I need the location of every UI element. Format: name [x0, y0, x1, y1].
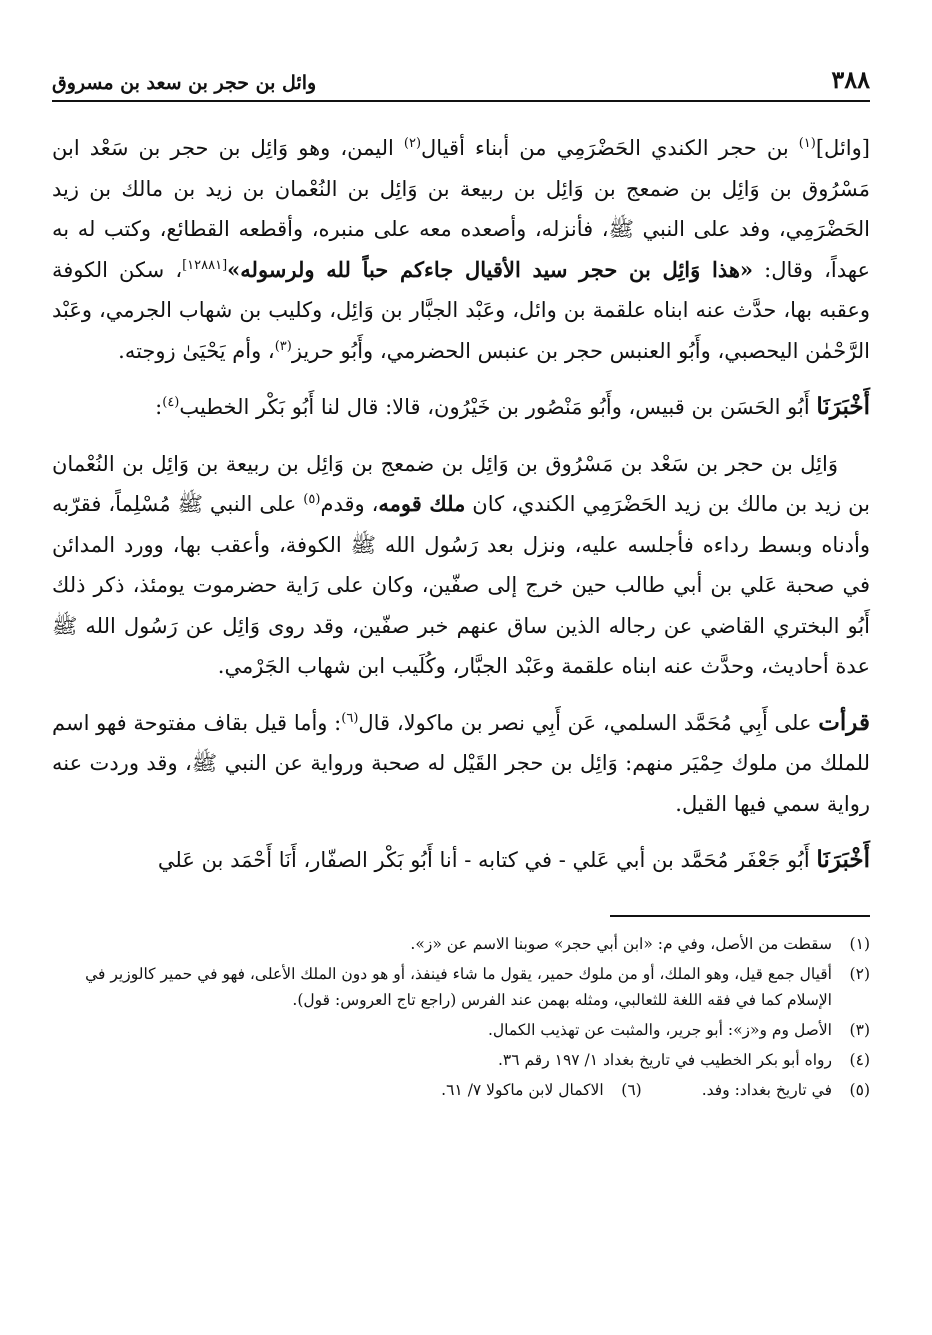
running-title: وائل بن حجر بن سعد بن مسروق	[52, 72, 317, 94]
bracketed-name: [وائل]	[815, 136, 870, 160]
hadith-number: [١٢٨٨١]	[182, 257, 228, 273]
paragraph-5	[52, 840, 870, 881]
footnote-number: (٦)	[621, 1080, 642, 1099]
footnote-number: (٥)	[849, 1080, 870, 1099]
footnote-ref: (١)	[798, 136, 816, 151]
footnote-ref: (٢)	[403, 136, 422, 151]
text-span: : وأما قيل بقاف مفتوحة فهو اسم للملك من ملوك حِمْيَر منهم: وَائِل بن حجر القَيْل له صحبة ورواية عن النبي ﷺ، وقد وردت عنه رواية سمي فيها القيل.	[52, 710, 870, 816]
footnote-number: (١)	[849, 934, 870, 953]
footnote-ref: (٦)	[341, 710, 359, 726]
paragraph-2	[52, 387, 870, 428]
footnote-text: سقطت من الأصل، وفي م: «ابن أبي حجر» صوبنا الاسم عن «ز».	[410, 934, 832, 953]
text-span: أَبُو الحَسَن بن قبيس، وأَبُو مَنْصُور بن خَيْرُون، قالا: قال لنا أَبُو بَكْر الخطيب	[179, 395, 817, 419]
footnote-ref: (٥)	[303, 492, 321, 507]
footnotes	[52, 931, 870, 1103]
text-span: أَبُو جَعْفَر مُحَمَّد بن أبي عَلي - في كتابه - أنا أَبُو بَكْر الصفّار، أَنَا أَحْمَد بن عَلي	[157, 848, 817, 872]
page-number: ٣٨٨	[831, 65, 870, 94]
footnote-5	[702, 1077, 870, 1103]
footnote-text: الاكمال لابن ماكولا ٧/ ٦١.	[441, 1080, 604, 1099]
footnote-separator	[610, 915, 870, 917]
hadith-quote: «هذا وَائِل بن حجر سيد الأقيال جاءكم حباً لله ولرسوله»	[227, 256, 754, 282]
book-page	[52, 52, 870, 1103]
footnote-1	[52, 931, 870, 957]
text-span: بن حجر الكندي الحَضْرَمِي من أبناء أقيال	[421, 136, 799, 160]
footnote-number: (٣)	[849, 1020, 870, 1039]
text-span: على النبي ﷺ مُسْلِماً، فقرّبه وأدناه وبسط رداءه فأجلسه عليه، ونزل بعد رَسُول الله ﷺ الكوفة، وأعقب بها، وورد المدائن في صحبة عَلي بن أبي طالب حين خرج إلى صفّين، وكان على رَاية حضرموت يومئذ، ذكر ذلك أَبُو البختري القاضي عن رجاله الذين ساق عنهم خبر صفّين، وقد روى وَائِل عن رَسُول الله ﷺ عدة أحاديث، وحدَّث عنه ابناه علقمة وعَبْد الجبَّار، وكُلَيب ابن شهاب الجَرْمي.	[52, 492, 870, 678]
footnote-text: الأصل وم و«ز»: أبو جرير، والمثبت عن تهذيب الكمال.	[487, 1020, 832, 1039]
running-header	[52, 52, 870, 102]
footnote-ref: (٣)	[274, 338, 292, 354]
footnote-2	[52, 961, 870, 1013]
footnote-3	[52, 1017, 870, 1043]
paragraph-4	[52, 703, 870, 825]
text-span: ، وأم يَحْيَىٰ زوجته.	[118, 338, 275, 363]
text-span: :	[155, 395, 163, 419]
footnote-ref: (٤)	[162, 395, 180, 410]
text-span: وَائِل بن حجر بن سَعْد بن مَسْرُوق بن وَائِل بن ضمعج بن وَائِل بن ربيعة بن وَائِل بن النُعْمان بن زيد بن مالك بن زيد الحَضْرَمِي الكندي، كان	[52, 451, 870, 516]
text-span: على أَبِي مُحَمَّد السلمي، عَن أَبِي نصر بن ماكولا، قال	[358, 710, 819, 735]
main-text	[52, 128, 870, 881]
footnote-4	[52, 1047, 870, 1073]
isnad-lead: قرأت	[818, 708, 870, 736]
text-span: ، سكن الكوفة وعقبه بها، حدَّث عنه ابناه علقمة بن وائل، وعَبْد الجبَّار بن وَائِل، وكليب بن شهاب الجرمي، وعَبْد الرَّحْمٰن اليحصبي، وأَبُو العنبس حجر بن عنبس الحضرمي، وأَبُو حريز	[52, 257, 870, 363]
text-span: اليمن، وهو وَائِل بن حجر بن سَعْد ابن مَسْرُوق بن وَائِل بن ضمعج بن وَائِل بن ربيعة بن وَائِل بن النُعْمان بن زيد بن مالك بن زيد الحَضْرَمِي، وفد على النبي ﷺ، فأنزله، وأصعده معه على منبره، وأقطعه القطائع، وكتب له به عهداً، وقال:	[52, 136, 870, 282]
footnote-text: أقيال جمع قيل، وهو الملك، أو من ملوك حمير، يقول ما شاء فينفذ، أو هو دون الملك الأعلى، فهو في حمير كالوزير في الإسلام كما في فقه اللغة للثعالبي، ومثله بهمن عند الفرس (راجع تاج العروس: قول).	[85, 964, 832, 1009]
footnote-number: (٤)	[849, 1050, 870, 1069]
isnad-lead: أَخْبَرَنَا	[816, 846, 870, 873]
text-span: ، وقدم	[320, 492, 379, 516]
isnad-lead: أَخْبَرَنَا	[816, 393, 870, 420]
paragraph-1	[52, 128, 870, 371]
footnote-number: (٢)	[849, 964, 870, 983]
bold-phrase: ملك قومه	[378, 491, 466, 516]
footnote-text: في تاريخ بغداد: وفد.	[701, 1080, 832, 1099]
footnote-6	[441, 1077, 642, 1103]
paragraph-3	[52, 444, 870, 687]
footnote-row	[52, 1077, 870, 1103]
footnote-text: رواه أبو بكر الخطيب في تاريخ بغداد ١/ ١٩٧ رقم ٣٦.	[497, 1050, 832, 1069]
